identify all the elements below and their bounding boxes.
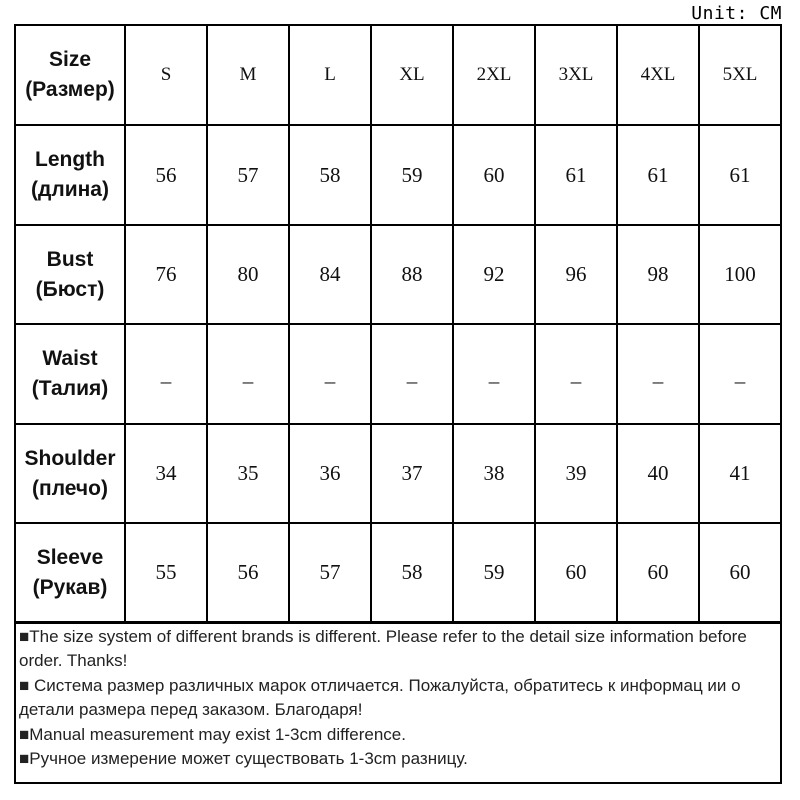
row-header	[16, 225, 125, 324]
size-header-label: Size	[48, 48, 92, 71]
size-table	[16, 26, 780, 623]
table-cell: 38	[453, 424, 535, 523]
note-brand-sizes: ■The size system of different brands is different. Please refer to the detail size information before order. Thanks!	[19, 627, 747, 671]
table-cell: 96	[535, 225, 617, 324]
unit-label: Unit: CM	[691, 3, 782, 24]
table-cell: _	[535, 324, 617, 424]
note-brand-sizes-ru: ■ Система размер различных марок отличается. Пожалуйста, обратитесь к информац ии о детали размера перед заказом. Благодаря!	[19, 675, 741, 720]
table-cell: _	[453, 324, 535, 424]
table-cell: 58	[289, 125, 371, 225]
size-col-header: L	[289, 26, 371, 125]
table-cell: 60	[453, 125, 535, 225]
table-cell: 55	[125, 523, 207, 622]
table-cell: 58	[371, 523, 453, 622]
row-label: Bust	[46, 247, 94, 271]
table-cell: 37	[371, 424, 453, 523]
table-cell: 57	[207, 125, 289, 225]
table-cell: 41	[699, 424, 780, 523]
size-col-header: XL	[371, 26, 453, 125]
row-label-ru: (Рукав)	[32, 575, 108, 599]
row-label: Sleeve	[36, 545, 104, 569]
note-measurement: ■Manual measurement may exist 1-3cm difference.	[19, 724, 406, 744]
size-col-header: 2XL	[453, 26, 535, 125]
size-col-header: M	[207, 26, 289, 125]
row-label-ru: (Талия)	[31, 377, 109, 400]
row-label-ru: (плечо)	[32, 476, 108, 500]
table-cell: 34	[125, 424, 207, 523]
table-row-shoulder	[16, 424, 780, 523]
size-chart	[14, 24, 782, 784]
row-label-ru: (Бюст)	[35, 277, 105, 301]
size-header-cell	[16, 26, 125, 125]
note-measurement-ru: ■Ручное измерение может существовать 1-3cm разницу.	[19, 749, 468, 769]
row-header	[16, 424, 125, 523]
table-cell: 35	[207, 424, 289, 523]
size-col-header: 5XL	[699, 26, 780, 125]
table-cell: 59	[371, 125, 453, 225]
table-cell: 84	[289, 225, 371, 324]
row-header	[16, 324, 125, 424]
table-cell: 100	[699, 225, 780, 324]
row-label: Shoulder	[24, 446, 116, 470]
table-row-sleeve	[16, 523, 780, 622]
table-cell: _	[699, 324, 780, 424]
table-cell: _	[371, 324, 453, 424]
table-cell: 59	[453, 523, 535, 622]
table-cell: _	[617, 324, 699, 424]
table-cell: 57	[289, 523, 371, 622]
row-header	[16, 125, 125, 225]
size-col-header: 4XL	[617, 26, 699, 125]
table-cell: 56	[207, 523, 289, 622]
table-cell: 56	[125, 125, 207, 225]
size-col-header: S	[125, 26, 207, 125]
size-header-label-ru: (Размер)	[25, 78, 115, 101]
row-label: Waist	[42, 347, 98, 370]
table-cell: _	[207, 324, 289, 424]
notes-section	[16, 622, 780, 782]
table-cell: 98	[617, 225, 699, 324]
row-label: Length	[35, 148, 105, 171]
table-cell: 39	[535, 424, 617, 523]
table-cell: 36	[289, 424, 371, 523]
size-header-row	[16, 26, 780, 125]
table-cell: 60	[617, 523, 699, 622]
table-cell: 61	[617, 125, 699, 225]
table-row-length	[16, 125, 780, 225]
size-col-header: 3XL	[535, 26, 617, 125]
table-row-waist	[16, 324, 780, 424]
table-cell: 76	[125, 225, 207, 324]
table-cell: 60	[535, 523, 617, 622]
table-cell: _	[289, 324, 371, 424]
table-cell: 61	[699, 125, 780, 225]
table-row-bust	[16, 225, 780, 324]
table-cell: 88	[371, 225, 453, 324]
table-cell: 80	[207, 225, 289, 324]
row-header	[16, 523, 125, 622]
table-cell: 60	[699, 523, 780, 622]
table-cell: 61	[535, 125, 617, 225]
row-label-ru: (длина)	[31, 178, 109, 201]
table-cell: 92	[453, 225, 535, 324]
table-cell: _	[125, 324, 207, 424]
table-cell: 40	[617, 424, 699, 523]
